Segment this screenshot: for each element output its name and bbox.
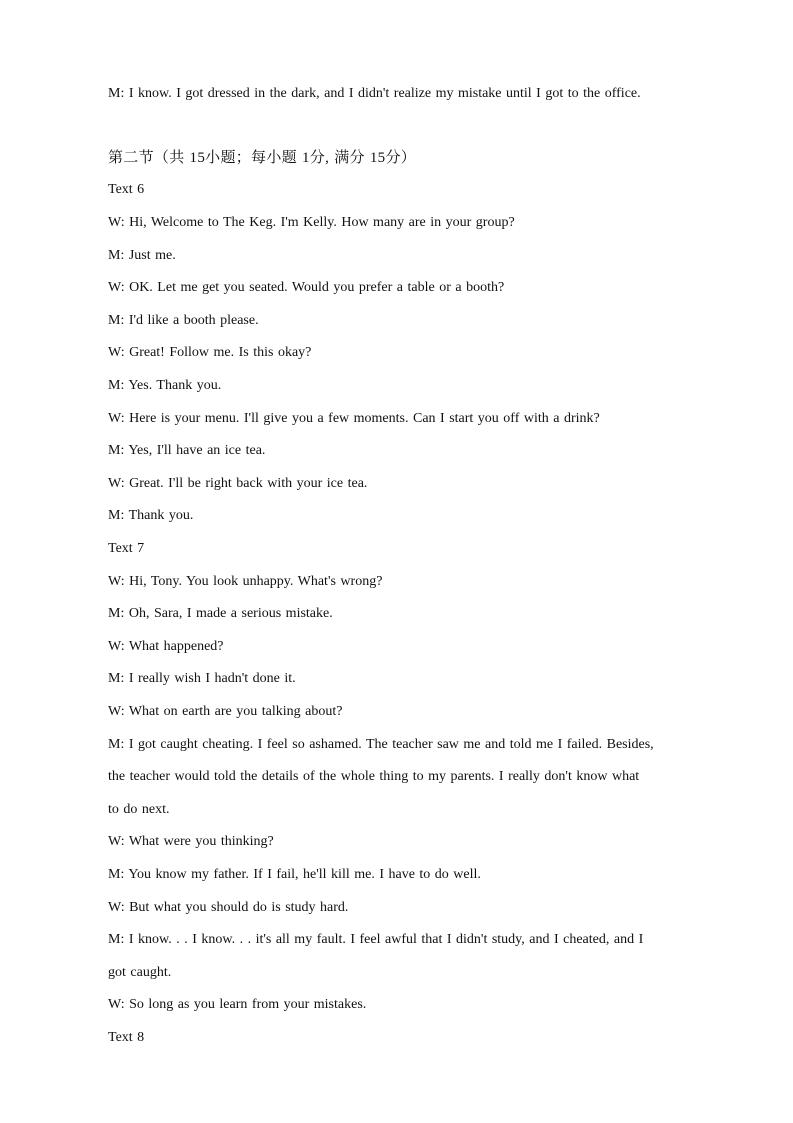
dialogue-line: the teacher would told the details of the whole thing to my parents. I really don't know what bbox=[108, 769, 640, 784]
dialogue-line: M: I know. I got dressed in the dark, and I didn't realize my mistake until I got to the office. bbox=[108, 86, 641, 101]
dialogue-line: W: Great. I'll be right back with your ice tea. bbox=[108, 476, 368, 491]
dialogue-line: M: I really wish I hadn't done it. bbox=[108, 671, 296, 686]
dialogue-line: W: What on earth are you talking about? bbox=[108, 704, 343, 719]
dialogue-line: M: I know. . . I know. . . it's all my fault. I feel awful that I didn't study, and I cheated, and I bbox=[108, 932, 644, 947]
text-heading: Text 6 bbox=[108, 182, 145, 197]
dialogue-line: W: What happened? bbox=[108, 639, 224, 654]
dialogue-line: W: So long as you learn from your mistakes. bbox=[108, 997, 367, 1012]
dialogue-line: M: Yes, I'll have an ice tea. bbox=[108, 443, 266, 458]
dialogue-line: M: Yes. Thank you. bbox=[108, 378, 222, 393]
dialogue-line: M: You know my father. If I fail, he'll kill me. I have to do well. bbox=[108, 867, 481, 882]
dialogue-line: W: Hi, Tony. You look unhappy. What's wrong? bbox=[108, 574, 383, 589]
dialogue-line: W: Hi, Welcome to The Keg. I'm Kelly. How many are in your group? bbox=[108, 215, 515, 230]
dialogue-line: W: Here is your menu. I'll give you a few moments. Can I start you off with a drink? bbox=[108, 411, 600, 426]
text-heading: Text 7 bbox=[108, 541, 145, 556]
dialogue-line: got caught. bbox=[108, 965, 172, 980]
dialogue-line: W: Great! Follow me. Is this okay? bbox=[108, 345, 312, 360]
dialogue-line: to do next. bbox=[108, 802, 170, 817]
dialogue-line: W: What were you thinking? bbox=[108, 834, 274, 849]
dialogue-line: W: OK. Let me get you seated. Would you prefer a table or a booth? bbox=[108, 280, 505, 295]
section-heading: 第二节（共 15小题；每小题 1分, 满分 15分） bbox=[108, 150, 417, 166]
dialogue-line: W: But what you should do is study hard. bbox=[108, 900, 349, 915]
dialogue-line: M: I got caught cheating. I feel so ashamed. The teacher saw me and told me I failed. Besides, bbox=[108, 737, 654, 752]
dialogue-line: M: Oh, Sara, I made a serious mistake. bbox=[108, 606, 333, 621]
text-heading: Text 8 bbox=[108, 1030, 145, 1045]
dialogue-line: M: Just me. bbox=[108, 248, 176, 263]
dialogue-line: M: Thank you. bbox=[108, 508, 194, 523]
dialogue-line: M: I'd like a booth please. bbox=[108, 313, 259, 328]
